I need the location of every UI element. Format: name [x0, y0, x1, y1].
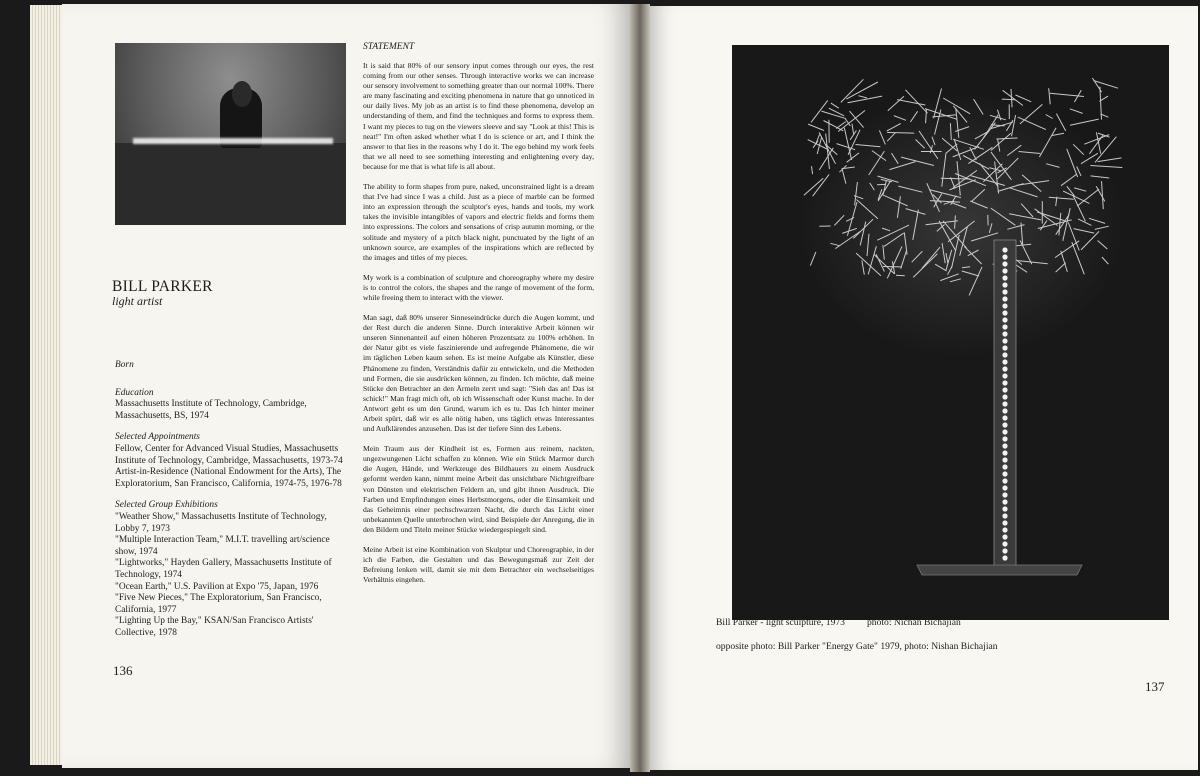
- statement-paragraph: Mein Traum aus der Kindheit ist es, Formen aus reinem, nackten, ungezwungenen Licht schaffen zu können. Wie ein Stück Marmor durch die Augen, Hände, und Werkzeuge des Bildhauers zu einem Ausdruck geformt werden kann, nimmt meine Arbeit das unsichtbare Nichtgreifbare von Dünsten und elektrischen Feldern an, und gibt ihnen Ausdruck. Die Farben und Empfindungen eines Herbstmorgens, oder die Einsamkeit und das Geheimnis einer pechschwarzen Nacht, die durch das Licht einer unbekannten Quelle unterbrochen wird, sind Beispiele der Anregung, die in den Bildern und Titeln meiner Stücke wiedergespiegelt sind.: [363, 444, 594, 534]
- opposite-photo-caption: opposite photo: Bill Parker "Energy Gate" 1979, photo: Nishan Bichajian: [716, 641, 998, 652]
- statement-paragraph: The ability to form shapes from pure, naked, unconstrained light is a dream that I've had since I was a child. Just as a piece of marble can be formed into an expression through the sculptor's eyes, hands and tools, my work takes the invisible intangibles of vapors and electric fields and forms them into expressions. The colors and sensations of crisp autumn morning, or the solitude and mystery of a pitch black night, punctuated by the light of an unknown source, are examples of the inspirations which are reflected by the images and titles of my pieces.: [363, 182, 594, 262]
- light-sculpture-photo: [732, 45, 1169, 620]
- photo-credit: photo: Nichan Bichajian: [866, 617, 961, 628]
- education-text: Massachusetts Institute of Technology, Cambridge, Massachusetts, BS, 1974: [115, 399, 307, 421]
- appointments-label: Selected Appointments: [115, 432, 200, 443]
- photo-caption: [716, 617, 961, 628]
- exhibition-item: "Lightworks," Hayden Gallery, Massachusetts Institute of Technology, 1974: [115, 558, 332, 580]
- appointment-item: Artist-in-Residence (National Endowment for the Arts), The Exploratorium, San Francisco, California, 1974-75, 1976-78: [115, 467, 342, 489]
- page-number-left: 136: [113, 663, 133, 678]
- statement-paragraph: Meine Arbeit ist eine Kombination von Skulptur und Choreographie, in der ich die Farben, die Gestalten und das Bewegungsmaß zur Zeit der Befreiung lenken will, damit sie mit dem Betrachter ein wechselseitiges Verhältnis eingehen.: [363, 545, 594, 585]
- statement-body: [363, 61, 594, 595]
- exhibition-item: "Multiple Interaction Team," M.I.T. travelling art/science show, 1974: [115, 535, 330, 557]
- exhibition-item: "Lighting Up the Bay," KSAN/San Francisco Artists' Collective, 1978: [115, 616, 314, 638]
- appointment-item: Fellow, Center for Advanced Visual Studies, Massachusetts Institute of Technology, Cambridge, Massachusetts, 1973-74: [115, 443, 343, 466]
- statement-paragraph: It is said that 80% of our sensory input comes through our eyes, the rest coming from our other senses. Through interactive works we can increase our sensory involvement to something greater than our normal 100%. There are many fascinating and exciting phenomena in nature that go unnoticed in our daily lives. My job as an artist is to find these phenomena, develop an understanding of them, and find the techniques and forms to express them. I want my pieces to tug on the viewers sleeve and say "Look at this! This is neat!" I'm often asked whether what I do is science or art, and I think the answer to that lies in the reasons why I do it. The ego behind my work feels that we all need to see something interesting and enlightening every day, because for me that is what life is all about.: [363, 61, 594, 171]
- artist-name: BILL PARKER: [112, 278, 213, 295]
- photo-caption-text: Bill Parker - light sculpture, 1973: [716, 617, 845, 628]
- light-sculpture-drawing: [732, 45, 1169, 620]
- artist-bio: [115, 360, 347, 639]
- statement-paragraph: Man sagt, daß 80% unserer Sinneseindrücke durch die Augen kommt, und der Rest durch die anderen Sinne. Durch interaktive Arbeit können wir unseren Sinnenanteil auf einen höheren Prozentsatz zu 100% erhöhen. In der Natur gibt es viele faszinierende und aufregende Phänomene, die wir im täglichen Leben kaum sehen. Es ist meine Aufgabe als Künstler, diese Phänomene zu finden, Verständnis dafür zu entwickeln, und die Methoden und Formen, die sie ausdrücken können, zu finden. Ich möchte, daß meine Stücke den Betrachter an den Ärmeln zerrt und sagt: "Sieh das an! Das ist schick!" Man fragt mich oft, ob ich Wissenschaft oder Kunst mache. In der Antwort geht es um den Grund, warum ich es tu. Das Ich hinter meiner Arbeit spürt, daß wir es alle nötig haben, uns täglich etwas Interessantes und Aufklärendes anzusehen. Das ist der tiefere Sinn des Lebens.: [363, 313, 594, 434]
- exhibition-item: "Ocean Earth," U.S. Pavilion at Expo '75, Japan, 1976: [115, 581, 319, 592]
- book-gutter: [630, 4, 650, 772]
- statement-paragraph: My work is a combination of sculpture and choreography where my desire is to control the colors, the shapes and the range of movement of the form, while freeing them to interact with the viewer.: [363, 272, 594, 302]
- statement-heading: STATEMENT: [363, 42, 415, 52]
- exhibitions-label: Selected Group Exhibitions: [115, 500, 218, 511]
- exhibition-item: "Weather Show," Massachusetts Institute of Technology, Lobby 7, 1973: [115, 511, 327, 534]
- artist-portrait-photo: [115, 43, 346, 225]
- born-label: Born: [115, 360, 134, 370]
- page-number-right: 137: [1145, 679, 1165, 694]
- exhibition-item: "Five New Pieces," The Exploratorium, San Francisco, California, 1977: [115, 593, 322, 615]
- artist-title: light artist: [112, 294, 163, 308]
- education-label: Education: [115, 387, 154, 398]
